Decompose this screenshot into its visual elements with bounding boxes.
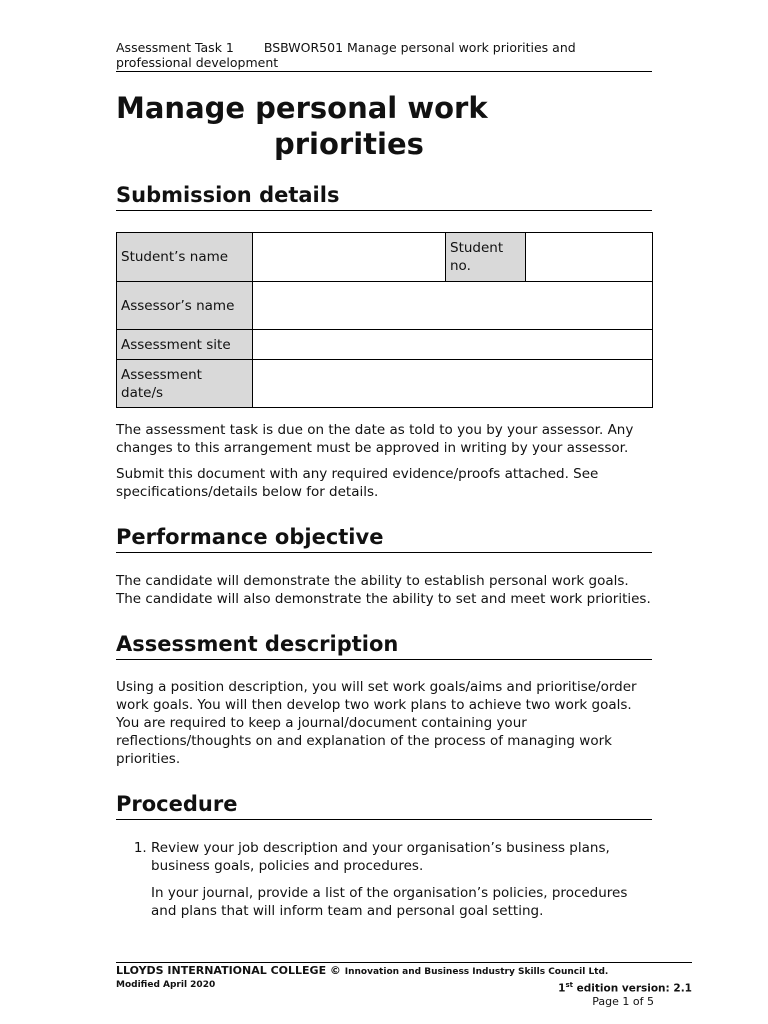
procedure-list	[116, 839, 652, 920]
title-line-2: priorities	[274, 127, 424, 161]
procedure-step-note: In your journal, provide a list of the organisation’s policies, procedures and plans that will inform team and personal goal setting.	[151, 885, 628, 919]
assessment-site-field[interactable]	[253, 330, 653, 360]
college-name: LLOYDS INTERNATIONAL COLLEGE ©	[116, 964, 341, 977]
procedure-step-text: 1. Review your job description and your organisation’s business plans, business goals, policies and procedures.	[151, 840, 610, 874]
student-name-field[interactable]	[253, 233, 446, 282]
due-date-paragraph: The assessment task is due on the date as told to you by your assessor. Any changes to this arrangement must be approved in writing by your assessor.	[116, 422, 634, 456]
footer-college	[116, 964, 692, 979]
header-unit: BSBWOR501 Manage personal work priorities and professional development	[116, 40, 576, 70]
description-heading: Assessment description	[116, 631, 652, 660]
assessment-dates-label: Assessment date/s	[117, 360, 253, 408]
table-row	[117, 360, 653, 408]
assessor-name-field[interactable]	[253, 282, 653, 330]
table-row	[117, 233, 653, 282]
document-page	[116, 40, 652, 920]
assessor-name-label: Assessor’s name	[117, 282, 253, 330]
page-footer	[116, 962, 692, 1009]
title-line-1: Manage personal work	[116, 91, 488, 125]
header-task: Assessment Task 1	[116, 40, 234, 55]
procedure-heading: Procedure	[116, 791, 652, 820]
document-title	[116, 90, 652, 162]
performance-paragraph: The candidate will demonstrate the ability to establish personal work goals. The candidate will also demonstrate the ability to set and meet work priorities.	[116, 573, 651, 607]
assessment-site-label: Assessment site	[117, 330, 253, 360]
assessment-dates-field[interactable]	[253, 360, 653, 408]
submit-paragraph: Submit this document with any required evidence/proofs attached. See specifications/details below for details.	[116, 466, 599, 500]
table-row	[117, 330, 653, 360]
student-name-label: Student’s name	[117, 233, 253, 282]
council-name: Innovation and Business Industry Skills Council Ltd.	[344, 967, 609, 977]
list-item	[151, 839, 652, 920]
performance-heading: Performance objective	[116, 524, 652, 553]
modified-date: Modified April 2020	[116, 980, 216, 990]
student-no-label: Student no.	[446, 233, 526, 282]
edition-version: 1st edition version: 2.1	[558, 981, 692, 995]
submission-heading: Submission details	[116, 182, 652, 211]
footer-meta	[116, 979, 692, 995]
description-paragraph: Using a position description, you will set work goals/aims and prioritise/order work goals. You will then develop two work plans to achieve two work goals. You are required to keep a journal/document containing your reflections/thoughts on and explanation of the process of managing work priorities.	[116, 679, 637, 767]
table-row	[117, 282, 653, 330]
page-number: Page 1 of 5	[592, 994, 654, 1008]
student-no-field[interactable]	[526, 233, 653, 282]
submission-table	[116, 232, 653, 408]
running-header	[116, 40, 652, 72]
